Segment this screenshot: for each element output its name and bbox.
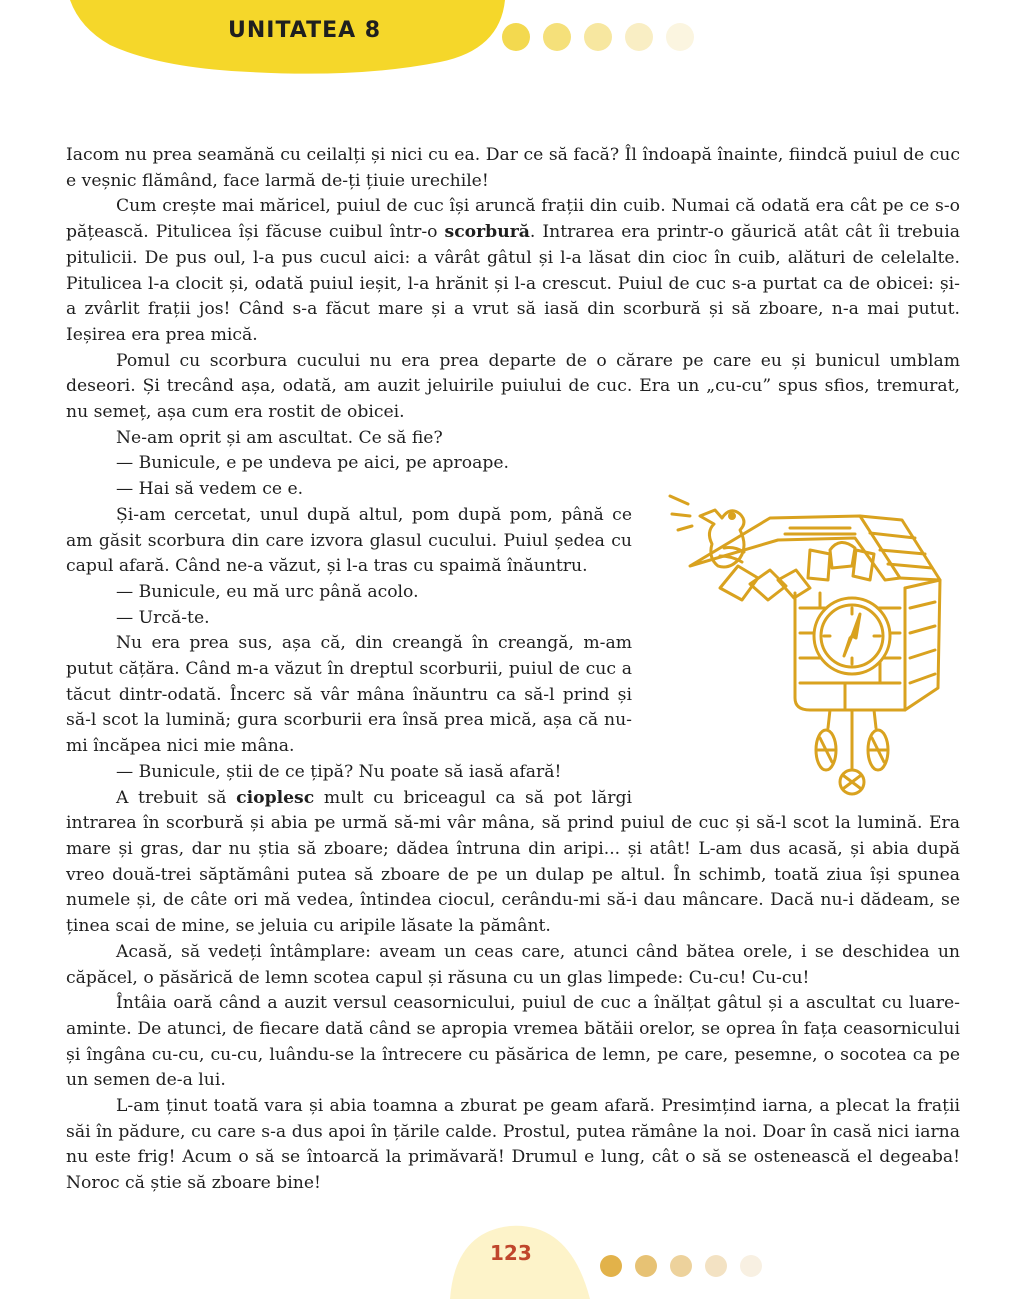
dialog-line: — Hai să vedem ce e.: [116, 479, 304, 500]
paragraph: Cum crește mai măricel, puiul de cuc își aruncă frații din cuib. Numai că odată era cât pe ce s-o pățească. Pitulicea își făcuse cuibul într-o scorbură. Intrarea era printr-o găurică atât cât îi trebuia pitulicii. De pus oul, l-a pus cucul aici: a vârât gâtul și l-a lăsat din cioc în cuib, alături de celelalte. Pitulicea l-a clocit și, odată puiul ieșit, l-a hrănit și l-a crescut. Puiul de cuc s-a purtat ca de obicei: și-a zvârlit frații jos! Când s-a făcut mare și a vrut să iasă din scorbură și să zboare, n-a mai putut. Ieșirea era prea mică.: [66, 196, 960, 345]
footer-decorative-dots: [600, 1255, 762, 1277]
illustration-space: [650, 503, 960, 803]
paragraph: Și-am cercetat, unul după altul, pom după pom, până ce am găsit scorbura din care izvora glasul cucului. Puiul ședea cu capul afară. Când ne-a văzut, și l-a tras cu spaimă înăuntru.: [66, 504, 632, 577]
paragraph: A trebuit să cioplesc mult cu briceagul ca să pot lărgi intrarea în scorbură și abia pe urmă să-mi vâr mâna, să prind puiul de cuc și să-l scot la lumină. Era mare și gras, dar nu știa să zboare; dădea întruna din aripi... și atât! L-am dus acasă, și abia după vreo două-trei săptămâni putea să zboare de pe un dulap pe altul. În schimb, toată ziua își spunea numele și, de câte ori mă vedea, întindea ciocul, cerându-mi să-i dau mâncare. Dacă nu-i dădeam, se ținea scai de mine, se jeluia cu aripile lăsate la pământ.: [66, 787, 960, 937]
paragraph: Iacom nu prea seamănă cu ceilalți și nici cu ea. Dar ce să facă? Îl îndoapă înainte, fiindcă puiul de cuc e veșnic flămând, face larmă de-ți țiuie urechile!: [66, 145, 960, 191]
paragraph: Pomul cu scorbura cucului nu era prea departe de o cărare pe care eu și bunicul umblam deseori. Și trecând așa, odată, am auzit jeluirile puiului de cuc. Era un „cu-cu” spus sfios, tremurat, nu semeț, așa cum era rostit de obicei.: [66, 350, 960, 423]
bold-word: cioplesc: [236, 787, 315, 808]
header-yellow-banner: [0, 0, 505, 90]
story-text: [66, 143, 960, 1197]
paragraph: Ne-am oprit și am ascultat. Ce să fie?: [116, 427, 443, 448]
paragraph: Întâia oară când a auzit versul ceasornicului, puiul de cuc a înălțat gâtul și a ascultat cu luare-aminte. De atunci, de fiecare dată când se apropia vremea bătăii orelor, se oprea în fața ceasornicului și îngâna cu-cu, cu-cu, luându-se la întrecere cu păsărica de lemn, pe care, pesemne, o socotea ca pe un semen de-a lui.: [66, 993, 960, 1091]
bold-word: scorbură: [444, 222, 530, 243]
dialog-line: — Bunicule, e pe undeva pe aici, pe aproape.: [116, 453, 509, 474]
dialog-line: — Bunicule, eu mă urc până acolo.: [116, 581, 419, 602]
paragraph: Acasă, să vedeți întâmplare: aveam un ceas care, atunci când bătea orele, i se deschidea un căpăcel, o păsărică de lemn scotea capul și răsuna cu un glas limpede: Cu-cu! Cu-cu!: [66, 941, 960, 988]
page-number: 123: [490, 1241, 532, 1265]
paragraph: Nu era prea sus, așa că, din creangă în creangă, m-am putut cățăra. Când m-a văzut în dreptul scorburii, puiul de cuc a tăcut dintr-odată. Încerc să vâr mâna înăuntru ca să-l prind și să-l scot la lumină; gura scorburii era însă prea mică, așa că nu-mi încăpea nici mie mâna.: [66, 633, 632, 757]
header-decorative-dots: [502, 23, 694, 51]
dialog-line: — Urcă-te.: [116, 607, 210, 628]
dialog-line: — Bunicule, știi de ce țipă? Nu poate să iasă afară!: [116, 761, 562, 782]
unit-label: UNITATEA 8: [228, 18, 382, 43]
paragraph: L-am ținut toată vara și abia toamna a zburat pe geam afară. Presimțind iarna, a plecat la frații săi în pădure, cu care s-a dus apoi în țările calde. Prostul, putea rămâne la noi. Doar în casă nici iarna nu este frig! Acum o să se întoarcă la primăvară! Drumul e lung, cât o să se ostenească el degeaba! Noroc că știe să zboare bine!: [66, 1096, 960, 1194]
